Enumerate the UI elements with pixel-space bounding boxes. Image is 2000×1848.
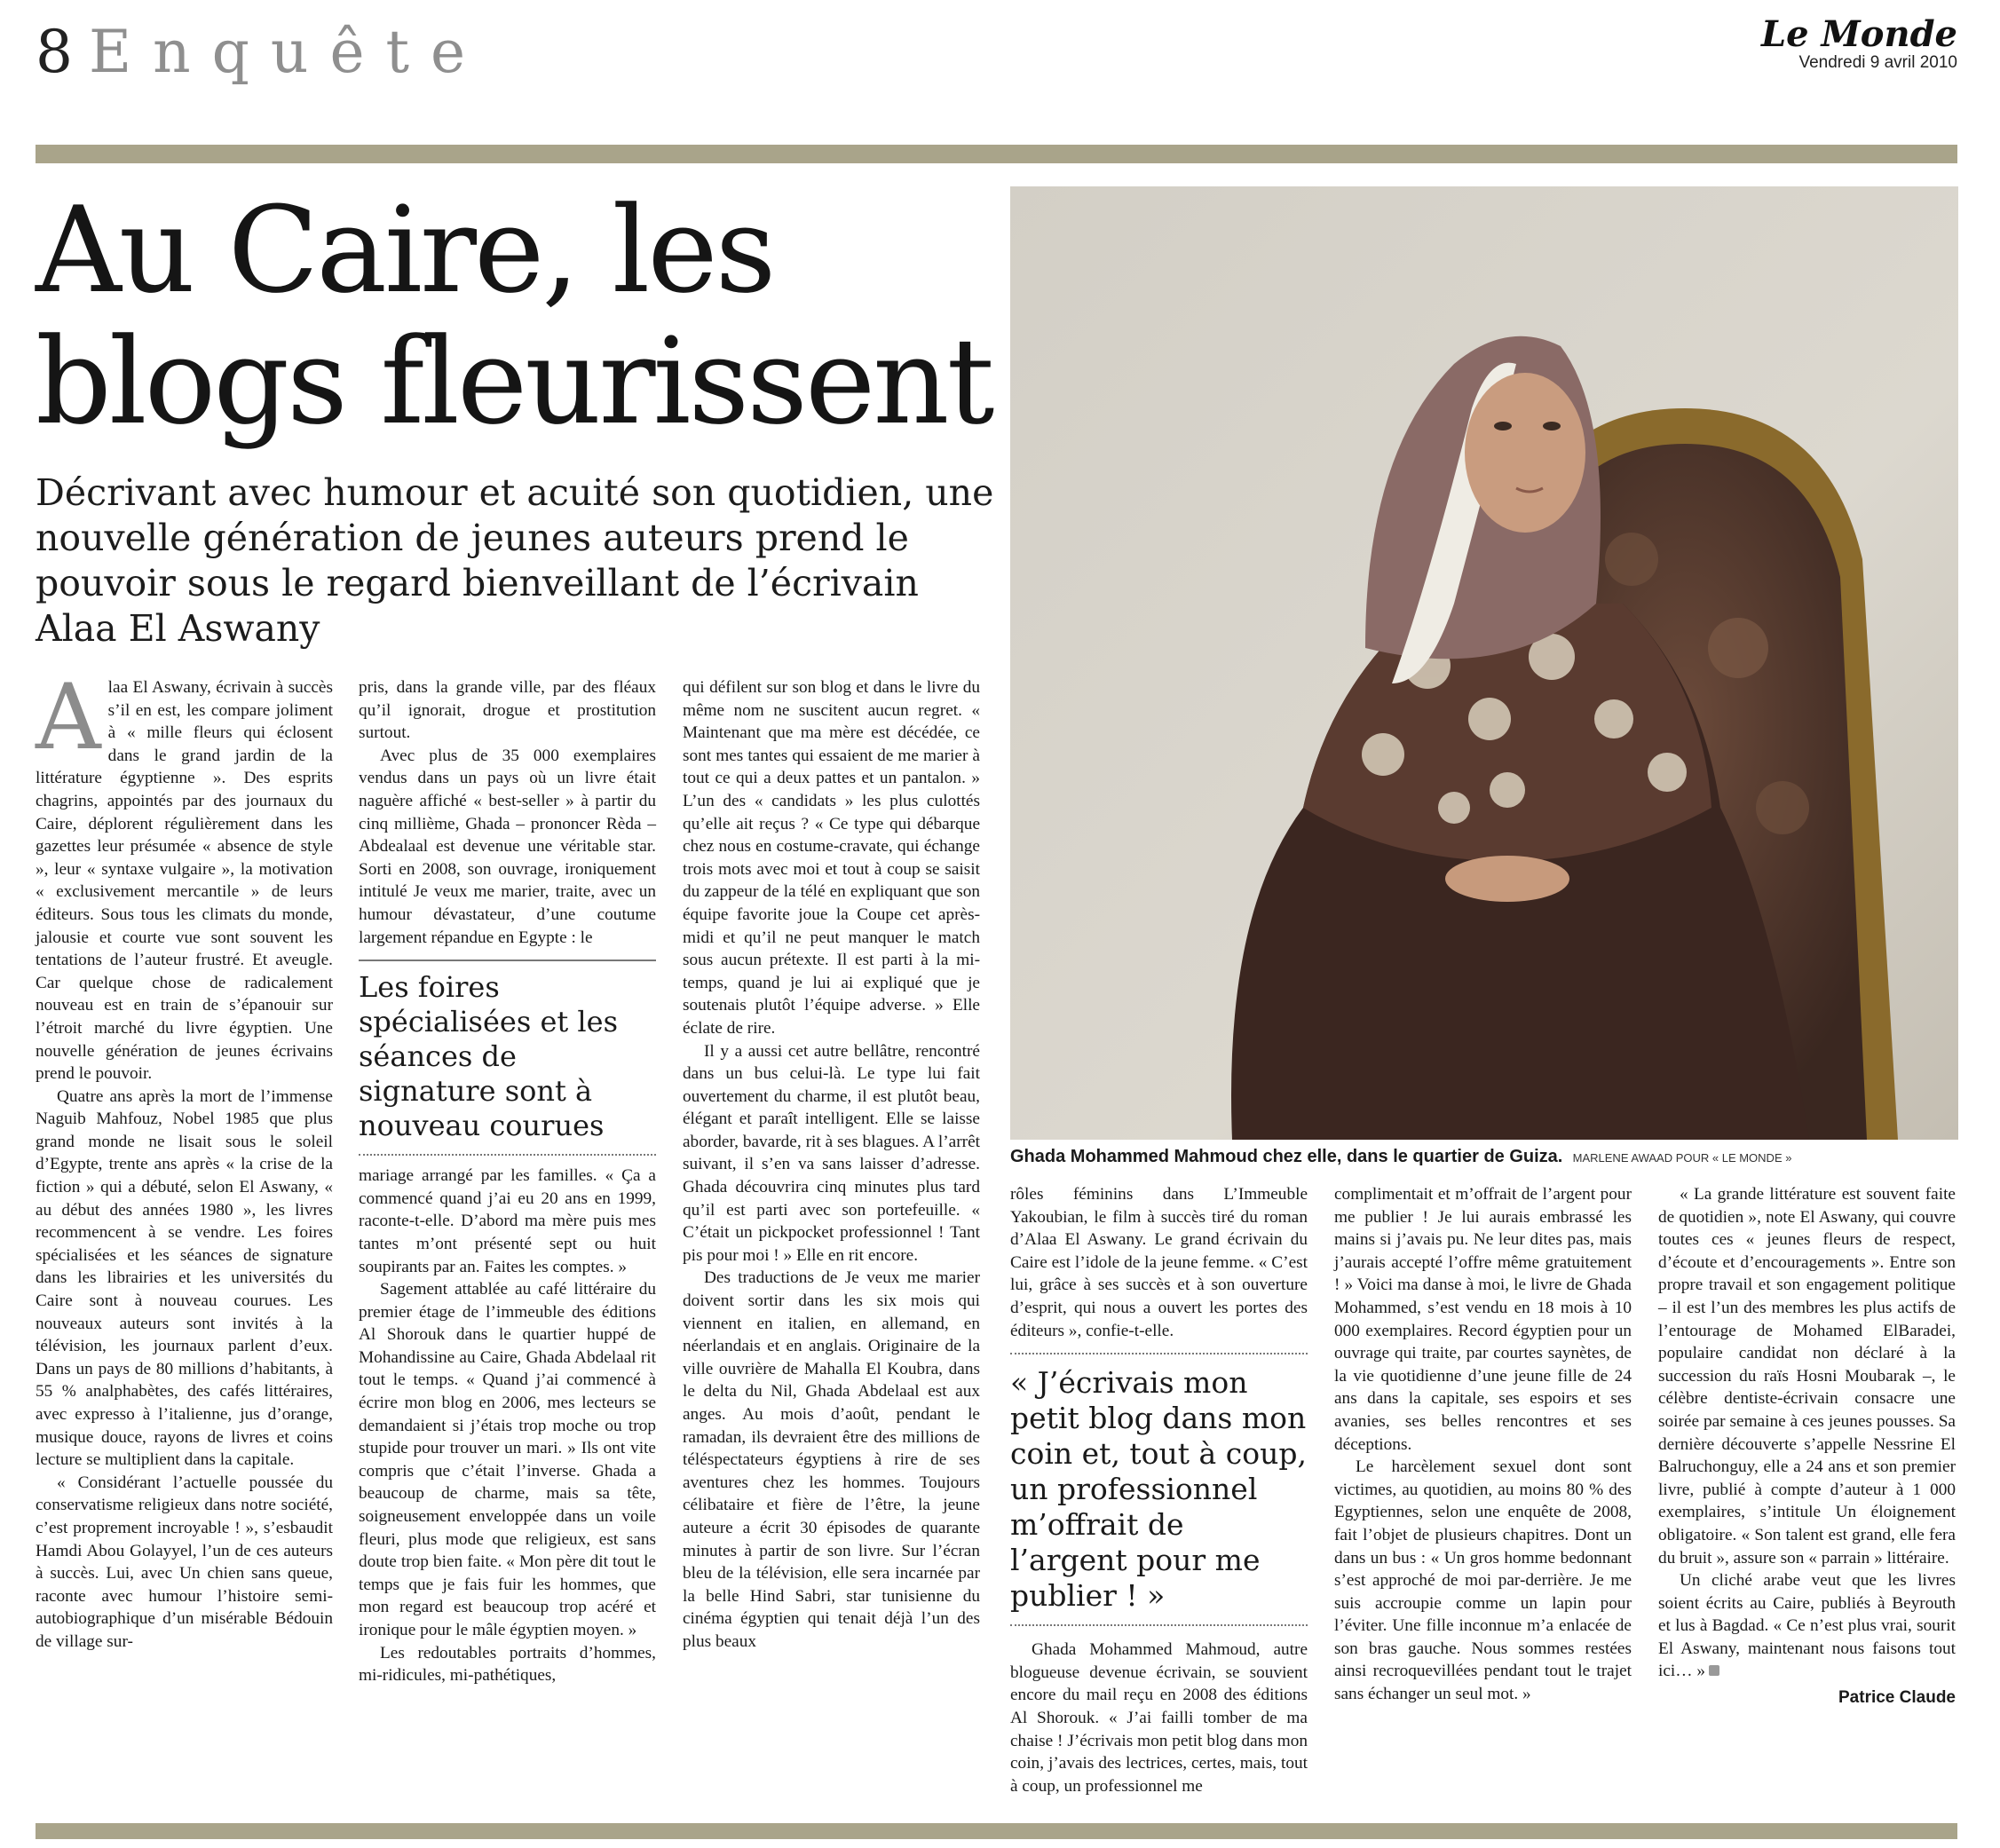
article-paragraph: « La grande littérature est souvent faite de quotidien », note El Aswany, qui couvre toutes ces « jeunes fleurs de respect, d’écoute et d’encouragements ». Entre son propre travail et son engagement politique – il est l’un des membres les plus actifs de l’entourage de Mohamed ElBaradei, populaire candidat non déclaré à la succession du raïs Hosni Moubarak –, le célèbre dentiste-écrivain consacre une soirée par semaine à ces jeunes pousses. Sa dernière découverte s’appelle Nessrine El Balruchonguy, elle a 24 ans et son premier livre, publié à compte d’auteur à 1 000 exemplaires, s’intitule Un éloignement obligatoire. « Son talent est grand, elle fera du bruit », assure son « parrain » littéraire. bbox=[1658, 1185, 1956, 1568]
photo-caption-block bbox=[1010, 1147, 1958, 1167]
article-subhead: Les foires spécialisées et les séances de signature sont à nouveau courues bbox=[359, 960, 656, 1156]
portrait-illustration bbox=[1010, 186, 1958, 1140]
portrait-photo bbox=[1010, 186, 1958, 1140]
article-paragraph: Les redoutables portraits d’hommes, mi-ridicules, mi-pathétiques, bbox=[359, 1643, 656, 1686]
article-paragraph: qui défilent sur son blog et dans le livre du même nom ne suscitent aucun regret. « Maintenant que ma mère est décédée, ce sont mes tantes qui essaient de me marier à tout ce qui a deux pattes et un pantalon. » L’un des « candidats » les plus culottés qu’elle ait reçus ? « Ce type qui débarque chez nous en costume-cravate, qui échange trois mots avec moi et tout à coup se saisit du zappeur de la télé en expliquant que son équipe favorite joue la Coupe cet après-midi et qu’il ne peut manquer le match sous aucun prétexte. Il est parti à la mi-temps, quand je lui ai expliqué que je soutenais plutôt l’équipe adverse. » Elle éclate de rire. bbox=[683, 678, 980, 1038]
article-paragraph: Sagement attablée au café littéraire du premier étage de l’immeuble des éditions Al Shorouk dans le quartier huppé de Mohandissine au Caire, Ghada Abdelaal rit tout le temps. « Quand j’ai commencé à écrire mon blog en 2006, mes lecteurs se demandaient si j’étais trop moche ou trop stupide pour trouver un mari. » Ils ont vite compris que c’était l’inverse. Ghada a beaucoup de charme, mais sa tête, soigneusement enveloppée dans un voile fleuri, plus mode que religieux, est sans doute trop bien faite. « Mon père dit tout le temps que je fais fuir les hommes, que mon regard est beaucoup trop acéré et ironique pour le mâle égyptien moyen. » bbox=[359, 1280, 656, 1639]
photo-credit: MARLENE AWAAD POUR « LE MONDE » bbox=[1572, 1151, 1792, 1165]
article-paragraph: « Considérant l’actuelle poussée du conservatisme religieux dans notre société, c’est proprement incroyable ! », s’esbaudit Hamdi Abou Golayyel, l’un de ces auteurs à succès. Lui, avec Un chien sans queue, raconte avec humour l’histoire semi-autobiographique d’un misérable Bédouin de village sur- bbox=[36, 1473, 333, 1651]
article-paragraph: mariage arrangé par les familles. « Ça a commencé quand j’ai eu 20 ans en 1999, raconte-t-elle. D’abord ma mère puis mes tantes m’ont présenté sept ou huit soupirants par an. Faites les comptes. » bbox=[359, 1166, 656, 1276]
bottom-rule bbox=[36, 1823, 1957, 1839]
article-column-2 bbox=[359, 676, 656, 1812]
article-paragraph: pris, dans la grande ville, par des fléaux qu’il ignorait, drogue et prostitution surtout. bbox=[359, 678, 656, 743]
issue-date: Vendredi 9 avril 2010 bbox=[1798, 53, 1957, 72]
page-number: 8 bbox=[36, 18, 73, 86]
article-byline: Patrice Claude bbox=[1838, 1688, 1956, 1708]
article-headline: Au Caire, les blogs fleurissent bbox=[36, 181, 992, 451]
paragraph-text: Un cliché arabe veut que les livres soient écrits au Caire, publiés à Beyrouth et lus à Bagdad. « Ce n’est plus vrai, sourit El Aswany, maintenant nous faisons tout ici… » bbox=[1658, 1571, 1956, 1681]
section-title: Enquête bbox=[89, 18, 487, 86]
article-column-1 bbox=[36, 665, 333, 1812]
article-paragraph: Des traductions de Je veux me marier doivent sortir dans les six mois qui viennent en italien, en allemand, en néerlandais et en anglais. Originaire de la ville ouvrière de Mahalla El Koubra, dans le delta du Nil, Ghada Abdelaal est aux anges. Au mois d’août, pendant le ramadan, ils devraient être des millions de téléspectateurs égyptiens à rire de ses aventures chez les hommes. Toujours célibataire et fière de l’être, la jeune auteure a écrit 30 épisodes de quarante minutes à partir de son livre. Sur l’écran bleu de la télévision, elle sera incarnée par la belle Hind Sabri, star tunisienne du cinéma égyptien qui tenait déjà l’un des plus beaux bbox=[683, 1268, 980, 1651]
article-paragraph: Il y a aussi cet autre bellâtre, rencontré dans un bus celui-là. Le type lui fait ouvertement du charme, il est plutôt beau, élégant et paraît intelligent. Elle se laisse aborder, bavarde, rit à ses blagues. A l’arrêt suivant, il s’en va sans laisser d’adresse. Ghada découvrira cinq minutes plus tard qu’il est parti avec son portefeuille. « C’était un pickpocket professionnel ! Tant pis pour moi ! » Elle en rit encore. bbox=[683, 1041, 980, 1265]
masthead bbox=[1761, 13, 1957, 73]
pull-quote: « J’écrivais mon petit blog dans mon coin et, tout à coup, un professionnel m’offrait de l’argent pour me publier ! » bbox=[1010, 1353, 1308, 1626]
article-paragraph: Quatre ans après la mort de l’immense Naguib Mahfouz, Nobel 1985 que plus grand monde ne lisait sous le soleil d’Egypte, trente ans après « la crise de la fiction » qui a débuté, selon El Aswany, « au début des années 1980 », les livres recommencent à se vendre. Les foires spécialisées et les séances de signature dans les librairies et les universités du Caire sont à nouveau courues. Les nouveaux auteurs sont invités à la télévision, les journaux parlent d’eux. Dans un pays de 80 millions d’habitants, à 55 % analphabètes, des cafés littéraires, avec expresso à l’italienne, jus d’orange, musique douce, rayons de livres et coins lecture se multiplient dans la capitale. bbox=[36, 1086, 333, 1470]
article-column-5 bbox=[1334, 1183, 1632, 1813]
end-of-article-icon bbox=[1709, 1665, 1719, 1676]
top-rule bbox=[36, 145, 1957, 163]
article-paragraph bbox=[36, 665, 333, 1086]
drop-cap: A bbox=[36, 665, 101, 770]
article-paragraph bbox=[1658, 1569, 1956, 1683]
article-column-3 bbox=[683, 676, 980, 1812]
article-column-6 bbox=[1658, 1183, 1956, 1813]
publication-logo: Le Monde bbox=[1761, 13, 1957, 55]
paragraph-text: laa El Aswany, écrivain à succès s’il en est, les compare joliment à « mille fleurs qui éclosent dans le grand jardin de la littérature égyptienne ». Des esprits chagrins, appointés par des journaux du Caire, déplorent régulièrement dans les gazettes leur présumée « absence de style », leur « syntaxe vulgaire », la motivation « exclusivement mercantile » de leurs éditeurs. Sous tous les climats du monde, jalousie et courte vue sont souvent les tentations de l’auteur frustré. Et aveugle. Car quelque chose de radicalement nouveau est en train de s’épanouir sur l’étroit marché du livre égyptien. Une nouvelle génération de jeunes écrivains prend le pouvoir. bbox=[36, 678, 333, 1084]
photo-caption: Ghada Mohammed Mahmoud chez elle, dans le quartier de Guiza. bbox=[1010, 1147, 1563, 1166]
article-paragraph: Ghada Mohammed Mahmoud, autre blogueuse devenue écrivain, se souvient encore du mail reçu en 2008 des éditions Al Shorouk. « J’ai failli tomber de ma chaise ! J’écrivais mon petit blog dans mon coin, j’avais des lectrices, certes, mais, tout à coup, un professionnel me bbox=[1010, 1640, 1308, 1796]
article-paragraph: Avec plus de 35 000 exemplaires vendus dans un pays où un livre était naguère affiché « best-seller » à partir du cinq millième, Ghada – prononcer Rèda – Abdealaal est devenue une véritable star. Sorti en 2008, son ouvrage, ironiquement intitulé Je veux me marier, traite, avec un humour dévastateur, d’une coutume largement répandue en Egypte : le bbox=[359, 746, 656, 947]
article-standfirst: Décrivant avec humour et acuité son quotidien, une nouvelle génération de jeunes auteurs prend le pouvoir sous le regard bienveillant de l’écrivain Alaa El Aswany bbox=[36, 471, 994, 650]
article-paragraph: Le harcèlement sexuel dont sont victimes, au quotidien, au moins 80 % des Egyptiennes, selon une enquête de 2008, fait l’objet de plusieurs chapitres. Dont un dans un bus : « Un gros homme bedonnant s’est approché de moi par-derrière. Je me suis accroupie comme un lapin pour l’éviter. Une fille inconnue m’a enlacée de son bras gauche. Nous sommes restées ainsi recroquevillées pendant tout le trajet sans échanger un seul mot. » bbox=[1334, 1457, 1632, 1704]
article-column-4 bbox=[1010, 1183, 1308, 1813]
article-paragraph: rôles féminins dans L’Immeuble Yakoubian, le film à succès tiré du roman d’Alaa El Aswany. Le grand écrivain du Caire est l’idole de la jeune femme. « C’est lui, grâce à ses succès et à son ouverture d’esprit, qui nous a ouvert les portes des éditeurs », confie-t-elle. bbox=[1010, 1185, 1308, 1340]
article-paragraph: complimentait et m’offrait de l’argent pour me publier ! Je lui aurais embrassé les mains si j’avais pu. Ne leur dites pas, mais j’aurais accepté l’offre même gratuitement ! » Voici ma danse à moi, le livre de Ghada Mohammed, s’est vendu en 18 mois à 10 000 exemplaires. Record égyptien pour un ouvrage qui traite, par courtes saynètes, de la vie quotidienne d’une jeune fille de 24 ans dans la capitale, ses espoirs et ses avanies, ses belles rencontres et ses déceptions. bbox=[1334, 1185, 1632, 1454]
